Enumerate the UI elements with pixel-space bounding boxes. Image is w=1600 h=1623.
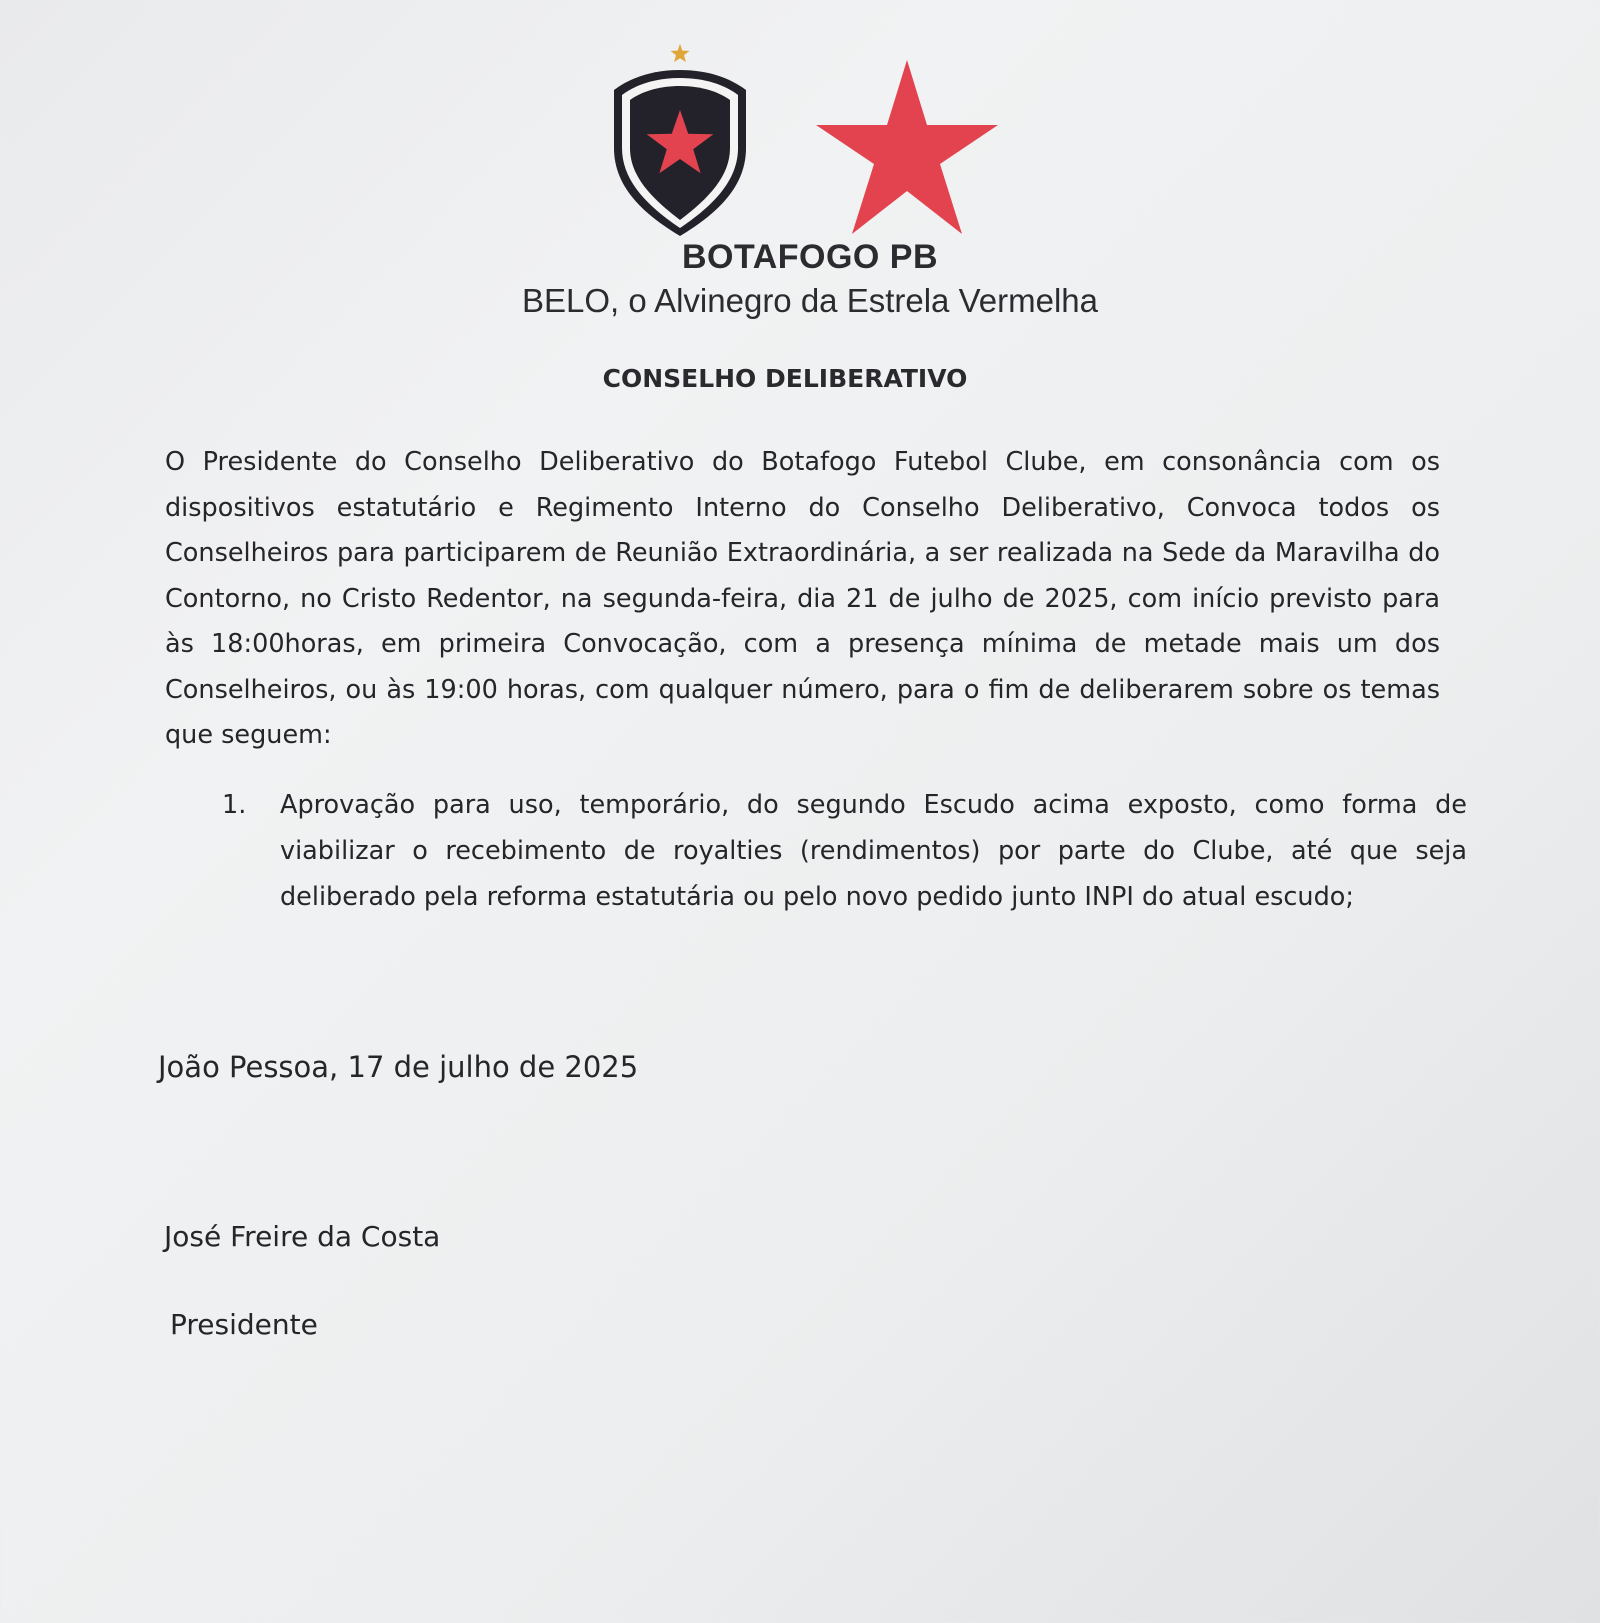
signer-role: Presidente [170, 1308, 318, 1341]
agenda-list [222, 782, 1467, 920]
section-title: CONSELHO DELIBERATIVO [602, 364, 968, 393]
red-star-emblem-icon [815, 58, 1000, 238]
club-tagline: BELO, o Alvinegro da Estrela Vermelha [522, 282, 1098, 319]
agenda-item-number: 1. [222, 790, 247, 820]
signer-name: José Freire da Costa [164, 1220, 441, 1253]
agenda-item [222, 782, 1467, 920]
agenda-item-text: Aprovação para uso, temporário, do segundo Escudo acima exposto, como forma de viabilizar o recebimento de royalties (rendimentos) por parte do Clube, até que seja deliberado pela reforma estatutária ou pelo novo pedido junto INPI do atual escudo; [280, 790, 1467, 912]
gold-star-icon [671, 44, 690, 62]
place-date: João Pessoa, 17 de julho de 2025 [158, 1050, 639, 1084]
logo-group [610, 40, 1010, 250]
convocation-body: O Presidente do Conselho Deliberativo do Botafogo Futebol Clube, em consonância com os dispositivos estatutário e Regimento Interno do Conselho Deliberativo, Convoca todos os Conselheiros para participarem de Reunião Extraordinária, a ser realizada na Sede da Maravilha do Contorno, no Cristo Redentor, na segunda-feira, dia 21 de julho de 2025, com início previsto para às 18:00horas, em primeira Convocação, com a presença mínima de metade mais um dos Conselheiros, ou às 19:00 horas, com qualquer número, para o fim de deliberarem sobre os temas que seguem: [165, 447, 1440, 750]
club-name: BOTAFOGO PB [681, 238, 939, 276]
club-crest-icon [610, 40, 770, 240]
